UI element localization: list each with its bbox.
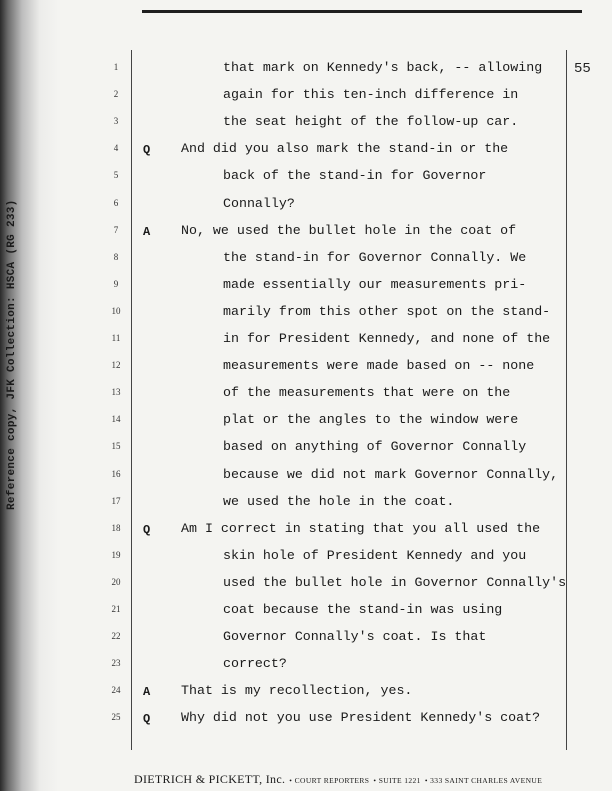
line-number: 6 [113,197,119,208]
line-text: coat because the stand-in was using [223,602,503,617]
line-text: That is my recollection, yes. [181,683,413,699]
line-text: No, we used the bullet hole in the coat of [181,222,517,238]
line-number: 20 [111,576,121,587]
footer-address: 333 SAINT CHARLES AVENUE [430,776,543,785]
page-number: 55 [574,61,591,77]
transcript-line [0,712,612,732]
speaker-label: Q [143,712,151,727]
line-text: measurements were made based on -- none [223,358,535,374]
line-text: Am I correct in stating that you all used the [181,520,541,536]
line-number: 1 [113,62,119,72]
line-number: 2 [113,89,119,100]
transcript-line [0,520,612,543]
transcript-line [0,360,612,380]
line-text: marily from this other spot on the stand- [223,303,551,319]
footer-suite: SUITE 1221 [378,776,421,785]
line-text: plat or the angles to the window were [223,412,519,428]
line-number: 14 [111,414,121,425]
line-text: we used the hole in the coat. [223,493,455,509]
line-text: And did you also mark the stand-in or the [181,141,509,157]
transcript-line [0,333,612,353]
line-number: 4 [113,143,119,154]
line-text: based on anything of Governor Connally [223,439,527,455]
line-text: back of the stand-in for Governor [223,168,487,184]
transcript-line [0,143,612,163]
line-text: because we did not mark Governor Connally, [223,466,559,482]
line-text: that mark on Kennedy's back, -- allowing [223,60,543,75]
line-number: 5 [113,170,119,181]
line-number: 23 [111,658,121,669]
transcript-line [0,387,612,407]
line-number: 17 [111,495,121,506]
line-text: again for this ten-inch difference in [223,87,519,103]
footer-bullet: • [424,776,431,785]
line-number: 13 [111,387,121,398]
line-number: 12 [111,360,121,371]
line-number: 10 [111,305,121,316]
speaker-label: A [143,685,151,700]
transcript-line [0,303,612,326]
transcript-line [0,493,612,516]
transcript-line [0,170,612,190]
transcript-line [0,547,612,570]
line-text: used the bullet hole in Governor Connally's [223,574,567,590]
transcript-line [0,631,612,651]
transcript-line [0,116,612,136]
transcript-line [0,89,612,109]
line-text: in for President Kennedy, and none of the [223,331,551,346]
transcript-line [0,276,612,299]
top-rule [142,10,582,13]
line-number: 15 [111,441,121,452]
line-number: 11 [111,333,121,343]
transcript-line [0,222,612,245]
line-number: 9 [113,278,119,289]
speaker-label: A [143,224,151,239]
transcript-line [0,62,612,82]
transcript-line [0,685,612,705]
line-text: skin hole of President Kennedy and you [223,547,527,563]
line-text: Why did not you use President Kennedy's coat? [181,710,541,726]
line-number: 7 [113,224,119,235]
line-number: 19 [111,549,121,560]
reference-copy-caption: Reference copy, JFK Collection: HSCA (RG 233) [6,199,18,510]
line-text: of the measurements that were on the [223,385,511,401]
line-number: 21 [111,604,121,614]
line-text: Connally? [223,195,295,211]
speaker-label: Q [143,522,151,537]
footer-bullet: • [289,776,295,785]
footer-reporters: COURT REPORTERS [294,776,370,785]
line-number: 24 [111,685,121,696]
line-number: 16 [111,468,121,479]
line-number: 18 [111,522,121,533]
line-text: the stand-in for Governor Connally. We [223,249,527,265]
line-text: the seat height of the follow-up car. [223,114,519,130]
transcript-line [0,441,612,461]
line-text: Governor Connally's coat. Is that [223,629,487,645]
speaker-label: Q [143,143,151,158]
line-text: made essentially our measurements pri- [223,276,527,292]
line-number: 3 [113,116,119,127]
footer-bullet: • [373,776,379,785]
line-number: 22 [111,631,121,642]
transcript-line [0,466,612,489]
transcript-line [0,195,612,218]
transcript-line [0,604,612,624]
line-number: 8 [113,251,119,262]
transcript-line [0,414,612,434]
transcript-line [0,574,612,597]
line-text: correct? [223,656,287,672]
footer-firm: DIETRICH & PICKETT, Inc. [134,772,286,786]
line-number: 25 [111,712,121,723]
footer [134,770,554,788]
transcript-line [0,658,612,678]
transcript-line [0,249,612,272]
